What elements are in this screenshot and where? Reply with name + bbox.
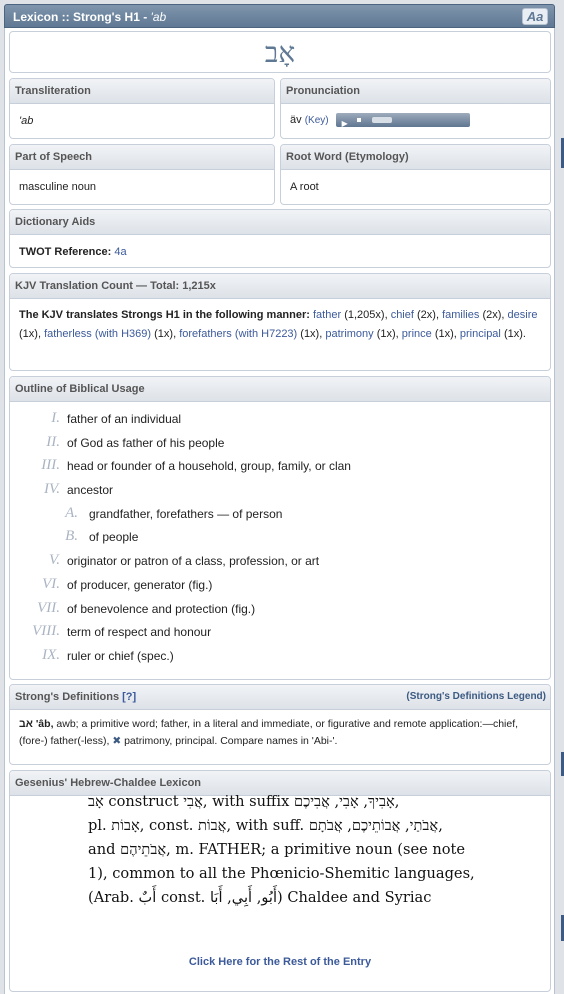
kjv-word-count: (1x) (154, 327, 174, 340)
outline-item-text: of people (89, 530, 139, 545)
gesenius-box (9, 770, 551, 992)
hebrew-word: אָב (264, 36, 296, 69)
outline-item-text: term of respect and honour (67, 625, 212, 640)
kjv-word-count: (1,205x) (344, 309, 385, 321)
kjv-word-count: (2x) (482, 309, 502, 321)
twot-link[interactable]: 4a (114, 246, 127, 258)
outline-item (10, 411, 550, 435)
outline-item-text: of producer, generator (fig.) (67, 577, 213, 592)
kjv-word-link[interactable]: forefathers (with H7223) (179, 327, 298, 340)
gesenius-scan-line: pl. אָבוֹת, const. אֲבוֹת, with suff. אֲבֹתַי, אֲבוֹתֵיכֶם, אֲבֹתָם, (88, 817, 443, 834)
pronunciation-key-link[interactable]: (Key) (304, 115, 329, 126)
outline-item-number: IX. (42, 646, 60, 663)
transliteration-box (9, 78, 275, 139)
transliteration-value: 'ab (19, 115, 34, 127)
font-size-button[interactable]: Aa (522, 8, 548, 25)
strongs-header-title: Strong's Definitions (15, 691, 120, 703)
outline-item-number: VI. (42, 575, 60, 592)
window-title (13, 10, 166, 24)
kjv-intro: The KJV translates Strongs H1 in the following manner: (19, 309, 310, 321)
window-title-translit: 'ab (150, 10, 167, 24)
dictionary-aids-header: Dictionary Aids (10, 210, 550, 235)
audio-progress-bar[interactable] (372, 117, 392, 123)
twot-label: TWOT Reference: (19, 246, 112, 258)
gesenius-scan-line: אָב construct אֲבִי, with suffix אָבִיךָ, אָבִי, אֲבִיכֶם, (88, 793, 400, 810)
kjv-word-link[interactable]: fatherless (with H369) (44, 327, 152, 340)
pronunciation-header: Pronunciation (281, 79, 550, 104)
strongs-header (10, 685, 550, 710)
kjv-word-link[interactable]: patrimony (325, 327, 374, 340)
outline-item-number: A. (65, 504, 78, 521)
outline-item-text: ancestor (67, 483, 114, 498)
outline-item-text: head or founder of a household, group, family, or clan (67, 459, 351, 474)
play-icon[interactable]: ▶ (341, 119, 348, 129)
outline-item-number: III. (41, 457, 60, 474)
kjv-word-count: (1x) (376, 327, 396, 340)
outline-item-number: B. (65, 528, 78, 545)
outline-item (10, 577, 550, 601)
gesenius-scan-line: (Arab. أَبٌ const. أَبُو, أَبِي, أَبَا) Chaldee and Syriac (88, 889, 432, 906)
stop-icon[interactable] (357, 118, 361, 122)
kjv-word-count: (1x) (434, 327, 454, 340)
outline-item-number: VII. (37, 599, 60, 616)
pronunciation-value: äv (290, 114, 302, 126)
lexicon-frame (4, 28, 555, 994)
audio-player[interactable] (336, 113, 470, 127)
kjv-word-link[interactable]: principal (459, 327, 501, 340)
kjv-word-link[interactable]: desire (507, 309, 538, 321)
kjv-word-count: (2x) (417, 309, 436, 321)
gesenius-scan-line: and אֲבֹתֵיהֶם, m. FATHER; a primitive noun (see note (88, 841, 466, 858)
strongs-help-link[interactable]: [?] (122, 691, 137, 703)
outline-item (10, 553, 550, 577)
outline-item-text: grandfather, forefathers — of person (89, 506, 283, 521)
outline-item (10, 506, 550, 530)
kjv-word-link[interactable]: families (442, 309, 480, 321)
outline-item-number: VIII. (32, 623, 60, 640)
dictionary-aids-box (9, 209, 551, 268)
kjv-word-link[interactable]: father (313, 309, 342, 321)
kjv-header: KJV Translation Count — Total: 1,215x (10, 274, 550, 299)
strongs-hebrew: אב (19, 718, 33, 730)
gesenius-header: Gesenius' Hebrew-Chaldee Lexicon (10, 771, 550, 796)
kjv-word-link[interactable]: prince (401, 327, 432, 340)
outline-box (9, 376, 551, 680)
outline-item-text: of God as father of his people (67, 435, 225, 450)
outline-list (10, 402, 550, 676)
outline-item-text: father of an individual (67, 412, 182, 426)
hebrew-word-box (9, 31, 551, 73)
outline-item-text: ruler or chief (spec.) (67, 648, 174, 663)
outline-item (10, 435, 550, 459)
part-of-speech-value: masculine noun (19, 181, 97, 193)
root-word-header: Root Word (Etymology) (281, 145, 550, 170)
kjv-box (9, 273, 551, 371)
window-title-prefix: Lexicon :: Strong's H1 - (13, 10, 151, 24)
gesenius-more-link[interactable]: Click Here for the Rest of the Entry (188, 956, 372, 968)
kjv-word-count: (1x) (503, 327, 523, 340)
outline-item (10, 624, 550, 648)
outline-item-text: of benevolence and protection (fig.) (67, 601, 256, 616)
kjv-word-count: (1x) (300, 327, 320, 340)
cross-icon: ✖ (112, 735, 122, 747)
strongs-box (9, 684, 551, 765)
outline-item-number: II. (46, 433, 60, 450)
strongs-definition-a: a primitive word; father, in a literal and immediate, or figurative and remote application:—chief, (fore-) father(-less), (19, 718, 519, 747)
part-of-speech-box (9, 144, 275, 205)
strongs-legend-link[interactable]: (Strong's Definitions Legend) (406, 691, 546, 702)
outline-item-number: V. (49, 552, 60, 569)
strongs-body (10, 710, 550, 758)
root-word-box (280, 144, 551, 205)
outline-header: Outline of Biblical Usage (10, 377, 550, 402)
window-titlebar (4, 4, 555, 28)
outline-item-text: originator or patron of a class, profession, or art (67, 554, 320, 569)
outline-item-number: I. (51, 410, 60, 426)
outline-item (10, 529, 550, 553)
kjv-word-link[interactable]: chief (390, 309, 414, 321)
gesenius-scan-line: 1), common to all the Phœnicio-Shemitic languages, (88, 865, 475, 882)
root-word-value: A root (290, 181, 319, 193)
gesenius-scan-image (88, 793, 490, 925)
pronunciation-box (280, 78, 551, 139)
outline-item (10, 458, 550, 482)
strongs-pron: awb; (56, 718, 79, 730)
strongs-definition-b: patrimony, principal. Compare names in 'Abi-'. (124, 735, 338, 747)
outline-item-number: IV. (44, 481, 60, 498)
outline-item (10, 482, 550, 506)
strongs-headword: 'âb, (35, 718, 54, 730)
kjv-word-count: (1x) (19, 327, 38, 340)
outline-item (10, 648, 550, 672)
outline-item (10, 601, 550, 625)
kjv-body: The KJV translates Strongs H1 in the following manner: father (1,205x), chief (2x), families (2x), desire (1x), fatherless (with H369) (1x), forefathers (with H7223) (1x), patrimony (1x), prince (1x), principal (1x). (19, 309, 538, 340)
transliteration-header: Transliteration (10, 79, 274, 104)
part-of-speech-header: Part of Speech (10, 145, 274, 170)
